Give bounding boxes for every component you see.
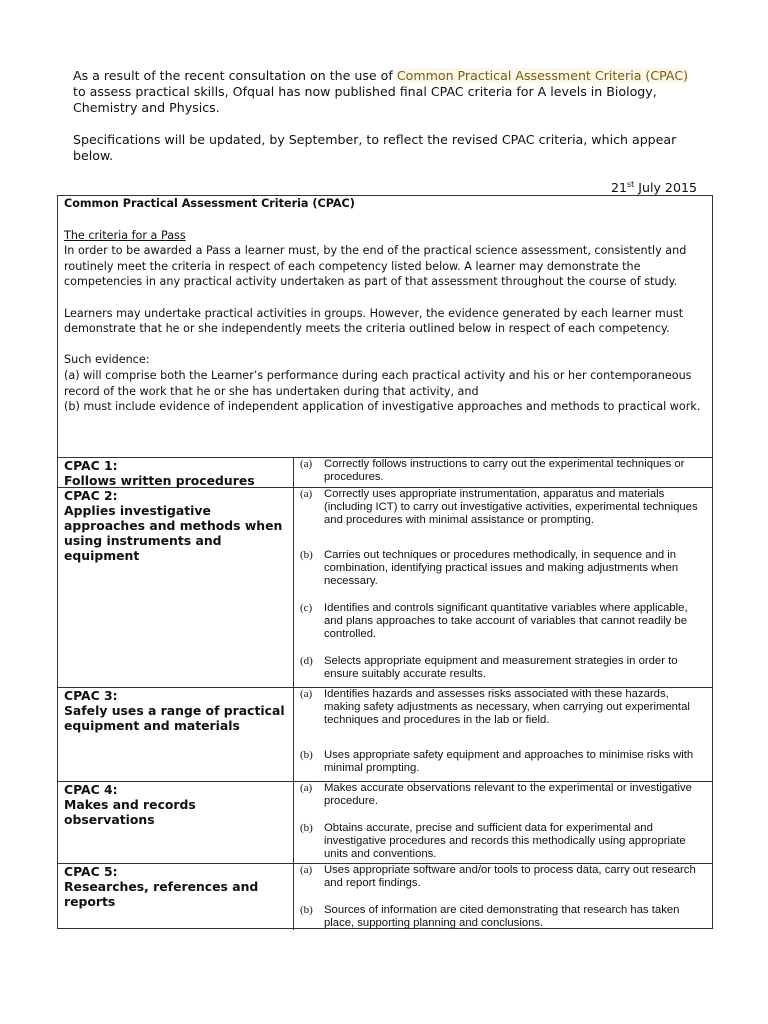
evidence-item-a: (a) will comprise both the Learner’s performance during each practical activity and his or her contemporaneous record of the work that he or she has undertaken during that activity, and <box>64 368 692 398</box>
criterion-label: (b) <box>300 904 313 916</box>
cpac-row <box>58 488 712 688</box>
competency-code: CPAC 5: <box>64 864 118 879</box>
evidence-item-b: (b) must include evidence of independent application of investigative approaches and methods to practical work. <box>64 400 701 414</box>
criterion-text: Obtains accurate, precise and sufficient data for experimental and investigative procedures and records this methodically using appropriate units and conventions. <box>324 822 686 860</box>
criterion-label: (b) <box>300 822 313 834</box>
criterion-label: (d) <box>300 655 313 667</box>
competency-title: Makes and records observations <box>64 797 196 827</box>
criterion-text: Identifies and controls significant quantitative variables where applicable, and plans approaches to take account of variables that cannot readily be controlled. <box>324 602 688 640</box>
cpac-header-cell <box>58 196 712 458</box>
competency-title: Follows written procedures <box>64 473 255 488</box>
group-work-paragraph: Learners may undertake practical activities in groups. However, the evidence generated by each learner must demonstrate that he or she independently meets the criteria outlined below in respect of each competency. <box>64 306 684 336</box>
criterion-label: (b) <box>300 749 313 761</box>
criterion-text: Carries out techniques or procedures methodically, in sequence and in combination, identifying practical issues and making adjustments when necessary. <box>324 549 679 587</box>
criterion-text: Uses appropriate safety equipment and approaches to minimise risks with minimal prompting. <box>324 749 694 774</box>
cpac-row <box>58 688 712 782</box>
criterion-text: Correctly follows instructions to carry out the experimental techniques or procedures. <box>324 458 685 483</box>
criterion-label: (c) <box>300 602 313 614</box>
criteria-cell <box>294 458 712 487</box>
criterion-label: (b) <box>300 549 313 561</box>
competency-cell <box>58 782 294 863</box>
criterion-text: Sources of information are cited demonstrating that research has taken place, supporting planning and conclusions. <box>324 904 680 929</box>
competency-code: CPAC 4: <box>64 782 118 797</box>
competency-code: CPAC 3: <box>64 688 118 703</box>
intro-paragraph-1 <box>73 68 697 116</box>
date-rest: July 2015 <box>634 180 697 195</box>
cpac-title: Common Practical Assessment Criteria (CPAC) <box>64 197 355 210</box>
competency-title: Applies investigative approaches and methods when using instruments and equipment <box>64 503 283 563</box>
competency-code: CPAC 1: <box>64 458 118 473</box>
criteria-cell <box>294 864 712 930</box>
date-suffix: st <box>626 179 635 189</box>
intro-text-after: to assess practical skills, Ofqual has now published final CPAC criteria for A levels in Biology, Chemistry and Physics. <box>73 84 657 115</box>
criterion-label: (a) <box>300 488 313 500</box>
publication-date <box>73 180 697 196</box>
pass-criteria-heading: The criteria for a Pass <box>64 228 186 242</box>
criterion-text: Correctly uses appropriate instrumentation, apparatus and materials (including ICT) to carry out investigative activities, experimental techniques and procedures with minimal assistance or prompting. <box>324 488 698 526</box>
competency-title: Researches, references and reports <box>64 879 259 909</box>
competency-code: CPAC 2: <box>64 488 118 503</box>
criterion-label: (a) <box>300 864 313 876</box>
pass-criteria-paragraph: In order to be awarded a Pass a learner must, by the end of the practical science assessment, consistently and routinely meet the criteria in respect of each competency listed below. A learner may demonstrate the competencies in any practical activity undertaken as part of that assessment throughout the course of study. <box>64 244 687 289</box>
competency-cell <box>58 688 294 781</box>
competency-title: Safely uses a range of practical equipment and materials <box>64 703 285 733</box>
intro-paragraph-2: Specifications will be updated, by September, to reflect the revised CPAC criteria, which appear below. <box>73 132 677 163</box>
criterion-text: Selects appropriate equipment and measurement strategies in order to ensure suitably accurate results. <box>324 655 678 680</box>
criterion-label: (a) <box>300 688 313 700</box>
date-day: 21 <box>610 180 627 195</box>
criteria-cell <box>294 488 712 687</box>
cpac-row <box>58 864 712 930</box>
cpac-row <box>58 782 712 864</box>
cpac-highlight-link[interactable]: Common Practical Assessment Criteria (CPAC) <box>396 68 689 83</box>
cpac-table <box>57 195 713 929</box>
criterion-text: Uses appropriate software and/or tools to process data, carry out research and report findings. <box>324 864 696 889</box>
criteria-cell <box>294 688 712 781</box>
competency-cell <box>58 864 294 930</box>
competency-cell <box>58 488 294 687</box>
criterion-text: Makes accurate observations relevant to the experimental or investigative procedure. <box>324 782 692 807</box>
evidence-intro: Such evidence: <box>64 353 150 367</box>
criterion-label: (a) <box>300 458 313 470</box>
criterion-label: (a) <box>300 782 313 794</box>
criteria-cell <box>294 782 712 863</box>
competency-cell <box>58 458 294 487</box>
intro-text-before: As a result of the recent consultation on the use of <box>73 68 397 83</box>
intro-section <box>73 68 697 196</box>
criterion-text: Identifies hazards and assesses risks associated with these hazards, making safety adjustments as necessary, when carrying out experimental techniques and procedures in the lab or field. <box>324 688 690 726</box>
cpac-row <box>58 458 712 488</box>
